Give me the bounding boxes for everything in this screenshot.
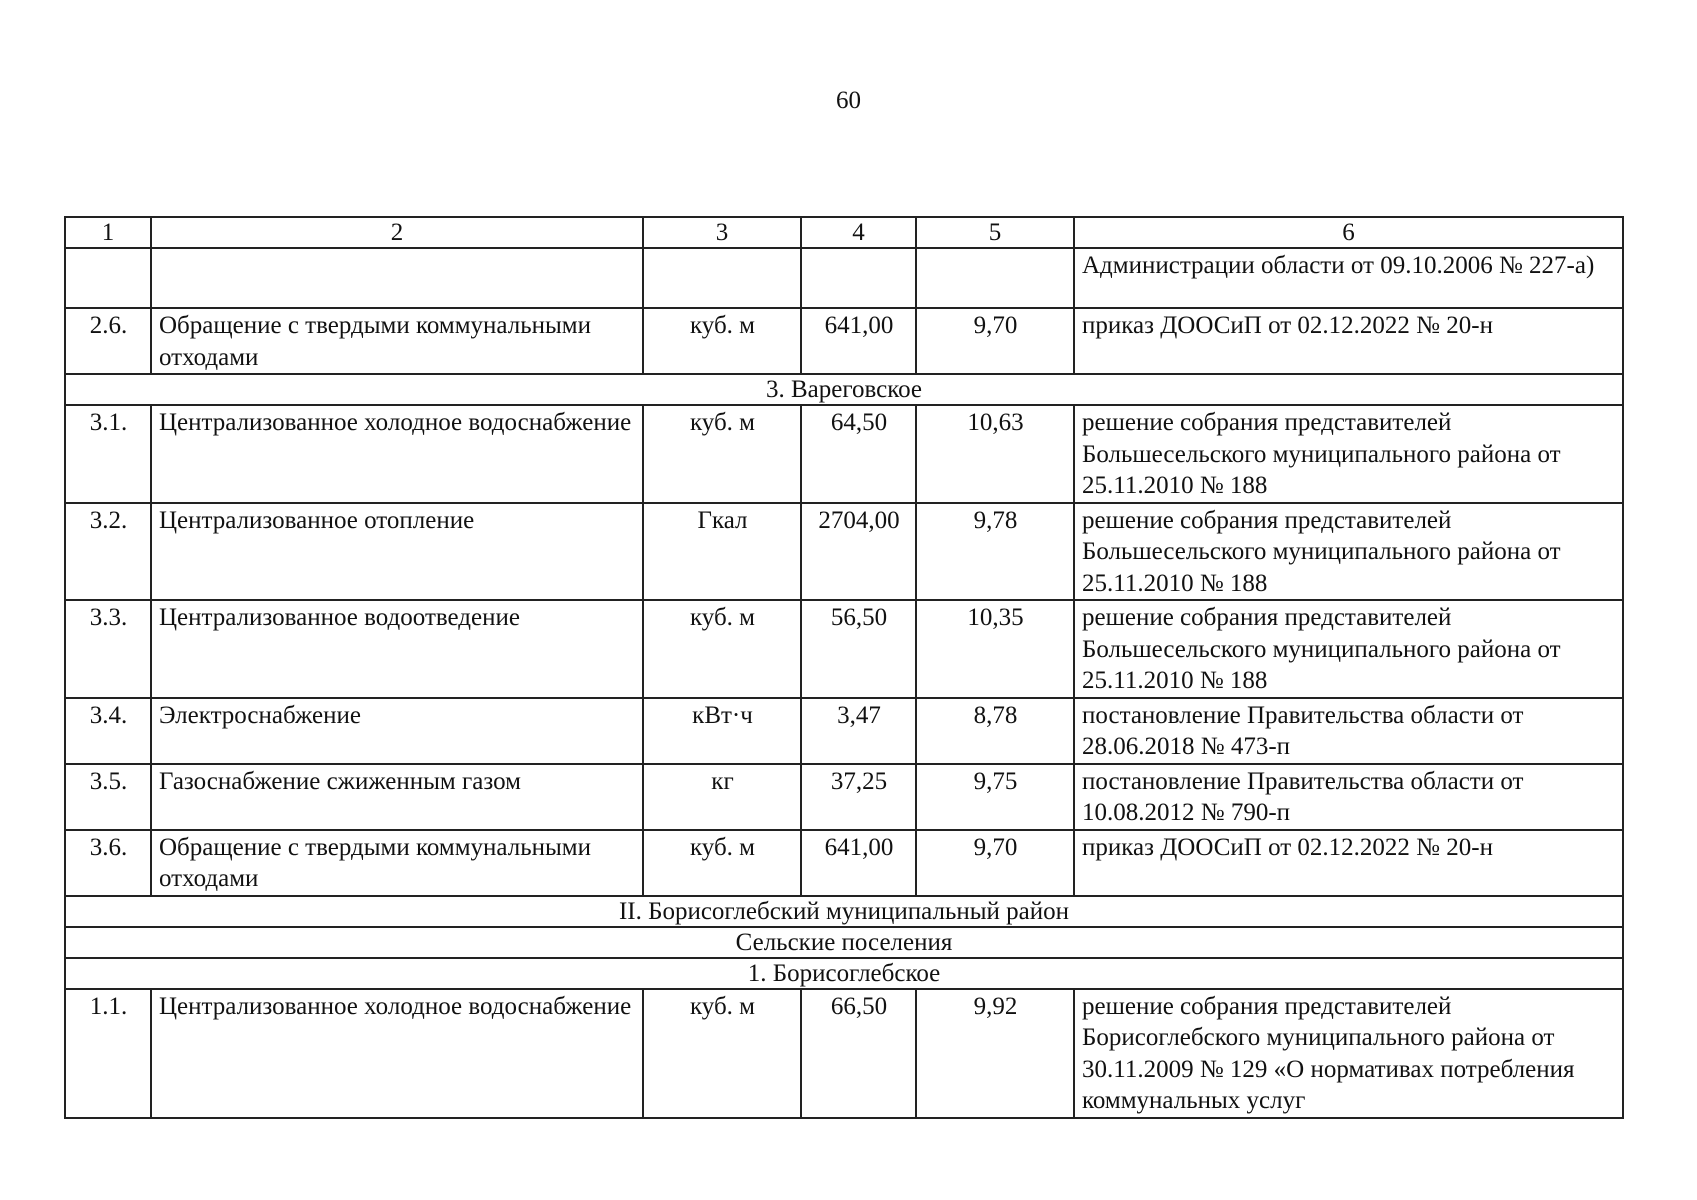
coefficient-value: 8,78 [916,698,1074,764]
row-number [65,248,151,308]
row-number: 2.6. [65,308,151,374]
coefficient-value: 10,35 [916,600,1074,698]
table-row [65,308,1623,374]
legal-document: решение собрания представителей Большесельского муниципального района от 25.11.2010 № 188 [1074,600,1623,698]
section-title: 3. Вареговское [65,374,1623,405]
service-name: Централизованное холодное водоснабжение [151,989,643,1118]
legal-document: постановление Правительства области от 28.06.2018 № 473-п [1074,698,1623,764]
table-row [65,989,1623,1118]
service-name: Обращение с твердыми коммунальными отходами [151,308,643,374]
table-row [65,405,1623,503]
column-number: 4 [801,217,916,248]
table-row [65,600,1623,698]
section-title: Сельские поселения [65,927,1623,958]
row-number: 3.4. [65,698,151,764]
section-header-row [65,927,1623,958]
consumption-norm: 56,50 [801,600,916,698]
column-number: 3 [643,217,801,248]
coefficient-value: 9,70 [916,830,1074,896]
row-number: 3.2. [65,503,151,601]
service-name [151,248,643,308]
legal-document: решение собрания представителей Борисоглебского муниципального района от 30.11.2009 № 129 «О нормативах потребления коммунальных услуг [1074,989,1623,1118]
consumption-norm: 641,00 [801,308,916,374]
service-name: Обращение с твердыми коммунальными отходами [151,830,643,896]
legal-document: приказ ДООСиП от 02.12.2022 № 20-н [1074,830,1623,896]
coefficient-value [916,248,1074,308]
coefficient-value: 10,63 [916,405,1074,503]
norms-table [64,216,1624,1119]
column-number: 1 [65,217,151,248]
unit-of-measure [643,248,801,308]
row-number: 3.6. [65,830,151,896]
unit-of-measure: куб. м [643,308,801,374]
service-name: Централизованное отопление [151,503,643,601]
legal-document: решение собрания представителей Большесельского муниципального района от 25.11.2010 № 188 [1074,405,1623,503]
unit-of-measure: куб. м [643,830,801,896]
coefficient-value: 9,78 [916,503,1074,601]
legal-document: решение собрания представителей Большесельского муниципального района от 25.11.2010 № 188 [1074,503,1623,601]
consumption-norm: 37,25 [801,764,916,830]
service-name: Газоснабжение сжиженным газом [151,764,643,830]
coefficient-value: 9,70 [916,308,1074,374]
column-number-row [65,217,1623,248]
consumption-norm: 641,00 [801,830,916,896]
unit-of-measure: кг [643,764,801,830]
section-header-row [65,896,1623,927]
consumption-norm [801,248,916,308]
consumption-norm: 64,50 [801,405,916,503]
unit-of-measure: кВт·ч [643,698,801,764]
legal-document: Администрации области от 09.10.2006 № 227-а) [1074,248,1623,308]
unit-of-measure: куб. м [643,600,801,698]
service-name: Электроснабжение [151,698,643,764]
page-number: 60 [836,87,861,114]
row-number: 3.1. [65,405,151,503]
legal-document: постановление Правительства области от 10.08.2012 № 790-п [1074,764,1623,830]
column-number: 6 [1074,217,1623,248]
consumption-norm: 66,50 [801,989,916,1118]
row-number: 3.3. [65,600,151,698]
service-name: Централизованное водоотведение [151,600,643,698]
row-number: 3.5. [65,764,151,830]
section-title: 1. Борисоглебское [65,958,1623,989]
section-header-row [65,374,1623,405]
table-row [65,248,1623,308]
column-number: 5 [916,217,1074,248]
row-number: 1.1. [65,989,151,1118]
consumption-norm: 3,47 [801,698,916,764]
table-row [65,764,1623,830]
coefficient-value: 9,75 [916,764,1074,830]
table-row [65,830,1623,896]
unit-of-measure: Гкал [643,503,801,601]
legal-document: приказ ДООСиП от 02.12.2022 № 20-н [1074,308,1623,374]
table-row [65,503,1623,601]
table-row [65,698,1623,764]
service-name: Централизованное холодное водоснабжение [151,405,643,503]
section-header-row [65,958,1623,989]
unit-of-measure: куб. м [643,405,801,503]
column-number: 2 [151,217,643,248]
section-title: II. Борисоглебский муниципальный район [65,896,1623,927]
consumption-norm: 2704,00 [801,503,916,601]
unit-of-measure: куб. м [643,989,801,1118]
coefficient-value: 9,92 [916,989,1074,1118]
